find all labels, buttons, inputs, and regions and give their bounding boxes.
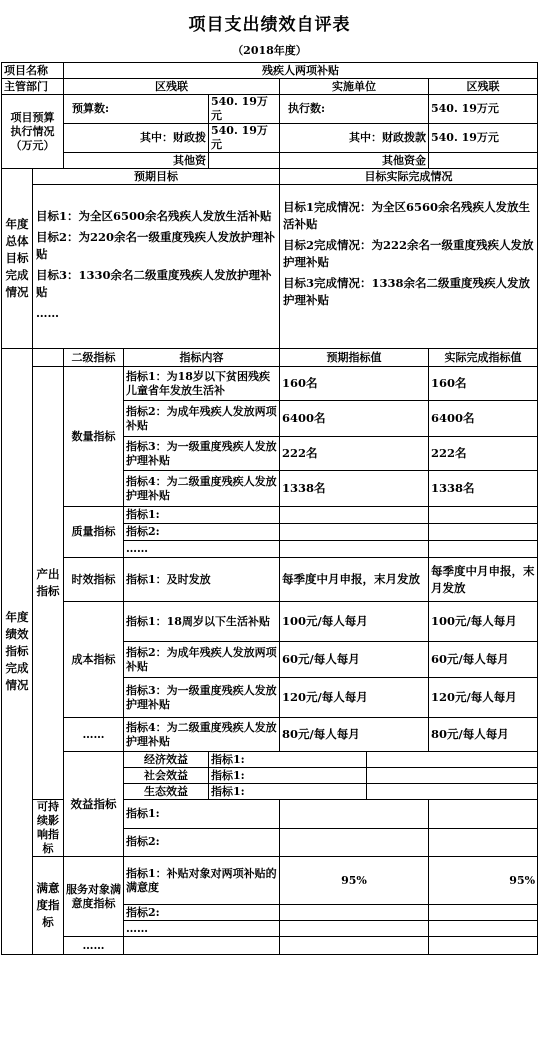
indicators-header-row [2,349,538,367]
cost-2-content: 指标2：为成年残疾人发放两项补贴 [124,642,280,678]
indicators-section-label: 年度绩效指标完成情况 [2,349,33,955]
quantity-4-actual: 1338名 [429,471,538,507]
page-title: 项目支出绩效自评表 [188,15,351,35]
budget-label-line-1: 项目预算 [10,110,55,124]
satisfaction-1-content: 指标1：补贴对象对两项补贴的满意度 [124,857,280,905]
dept-label: 主管部门 [2,79,64,95]
budget-fiscal-value: 540. 19万元 [209,124,280,153]
budget-num-value: 540. 19万元 [209,95,280,124]
budget-section-label [2,95,64,169]
time-1-actual: 每季度中月申报，末月发放 [429,558,538,602]
expected-goal-2: 目标2：为220余名一级重度残疾人发放护理补贴 [36,229,276,261]
satisfaction-2-content: 指标2: [124,905,280,921]
expected-goal-1: 目标1：为全区6500余名残疾人发放生活补贴 [36,208,272,223]
project-name-label: 项目名称 [2,63,64,79]
cost-2-expected: 60元/每人每月 [280,642,429,678]
quantity-2-expected: 6400名 [280,401,429,437]
quantity-3-content: 指标3：为一级重度残疾人发放护理补贴 [124,437,280,471]
expected-goal-more: …… [36,305,59,320]
time-indicator-label: 时效指标 [64,558,124,602]
cost-indicator-label: 成本指标 [64,602,124,718]
exec-num-value: 540. 19万元 [429,95,538,124]
evaluation-table [1,62,538,955]
output-indicator-label: 产出指标 [33,367,64,800]
cost-1-actual: 100元/每人每月 [429,602,538,642]
time-1-content: 指标1：及时发放 [124,558,280,602]
economic-1-content: 指标1: [209,752,367,768]
table-row [2,602,538,642]
table-row [2,857,538,905]
social-1-content: 指标1: [209,768,367,784]
time-1-expected: 每季度中月申报，末月发放 [280,558,429,602]
budget-row-1 [2,95,538,124]
service-satisfaction-label: 服务对象满意度指标 [64,857,124,937]
table-row [2,558,538,602]
impl-label: 实施单位 [280,79,429,95]
quantity-1-actual: 160名 [429,367,538,401]
expected-goal-header: 预期目标 [33,169,280,185]
cost-3-actual: 120元/每人每月 [429,678,538,718]
sustain-benefit-label: 可持续影响指标 [33,800,64,857]
cost-1-expected: 100元/每人每月 [280,602,429,642]
quality-indicator-label: 质量指标 [64,507,124,558]
goals-content-row [2,185,538,349]
eco-1-content: 指标1: [209,784,367,800]
quantity-indicator-label: 数量指标 [64,367,124,507]
eco-benefit-label: 生态效益 [124,784,209,800]
exec-other-value [429,153,538,169]
project-name-row [2,63,538,79]
satisfaction-more: …… [124,921,280,937]
budget-other-value [209,153,280,169]
project-name-value: 残疾人两项补贴 [64,63,538,79]
budget-row-2 [2,124,538,153]
economic-benefit-label: 经济效益 [124,752,209,768]
satisfaction-1-actual: 95% [429,857,538,905]
dept-value: 区残联 [64,79,280,95]
sustain-1-content: 指标1: [124,800,280,829]
quantity-1-expected: 160名 [280,367,429,401]
expected-goals [33,185,280,349]
quantity-4-content: 指标4：为二级重度残疾人发放护理补贴 [124,471,280,507]
cost-3-expected: 120元/每人每月 [280,678,429,718]
goals-header-row [2,169,538,185]
actual-goal-header: 目标实际完成情况 [280,169,538,185]
cost-4-content: 指标4：为二级重度残疾人发放护理补贴 [124,718,280,752]
quantity-1-content: 指标1：为18岁以下贫困残疾儿童省年发放生活补 [124,367,280,401]
impl-value: 区残联 [429,79,538,95]
exec-num-label: 执行数: [280,95,429,124]
actual-goals [280,185,538,349]
budget-other-label: 其他资 [64,153,209,169]
quantity-2-content: 指标2：为成年残疾人发放两项补贴 [124,401,280,437]
actual-value-header: 实际完成指标值 [429,349,538,367]
expected-goal-3: 目标3：1330余名二级重度残疾人发放护理补贴 [36,267,272,299]
quality-1-content: 指标1: [124,507,280,524]
budget-row-3 [2,153,538,169]
budget-label-line-3: （万元） [10,138,55,152]
social-benefit-label: 社会效益 [124,768,209,784]
exec-fiscal-value: 540. 19万元 [429,124,538,153]
actual-goal-2: 目标2完成情况：为222余名一级重度残疾人发放护理补贴 [283,238,534,269]
exec-other-label: 其他资金 [280,153,429,169]
table-row [2,718,538,752]
quantity-3-actual: 222名 [429,437,538,471]
expected-value-header: 预期指标值 [280,349,429,367]
actual-goal-1: 目标1完成情况：为全区6560余名残疾人发放生活补贴 [283,200,531,231]
goals-section-label: 年度总体目标完成情况 [2,169,33,349]
level2-header: 二级指标 [64,349,124,367]
table-row [2,507,538,524]
content-header: 指标内容 [124,349,280,367]
cost-2-actual: 60元/每人每月 [429,642,538,678]
quality-more: …… [124,541,280,558]
satisfaction-1-expected: 95% [280,857,429,905]
table-row [2,752,538,768]
table-row [2,937,538,955]
quality-2-content: 指标2: [124,524,280,541]
report-year: （2018年度） [232,44,307,57]
sustain-2-content: 指标2: [124,828,280,857]
exec-fiscal-label: 其中：财政拨款 [280,124,429,153]
cost-4-actual: 80元/每人每月 [429,718,538,752]
quantity-2-actual: 6400名 [429,401,538,437]
satisfaction-more-label: …… [64,937,124,955]
actual-goal-3: 目标3完成情况：1338余名二级重度残疾人发放护理补贴 [283,276,531,307]
cost-3-content: 指标3：为一级重度残疾人发放护理补贴 [124,678,280,718]
dept-row [2,79,538,95]
cost-more-label: …… [64,718,124,752]
budget-num-label: 预算数: [64,95,209,124]
cost-4-expected: 80元/每人每月 [280,718,429,752]
budget-label-line-2: 执行情况 [10,124,55,138]
quantity-4-expected: 1338名 [280,471,429,507]
table-row [2,367,538,401]
benefit-indicator-label: 效益指标 [64,752,124,857]
budget-fiscal-label: 其中：财政拨 [64,124,209,153]
quantity-3-expected: 222名 [280,437,429,471]
cost-1-content: 指标1：18周岁以下生活补贴 [124,602,280,642]
satisfaction-indicator-label: 满意度指标 [33,857,64,955]
